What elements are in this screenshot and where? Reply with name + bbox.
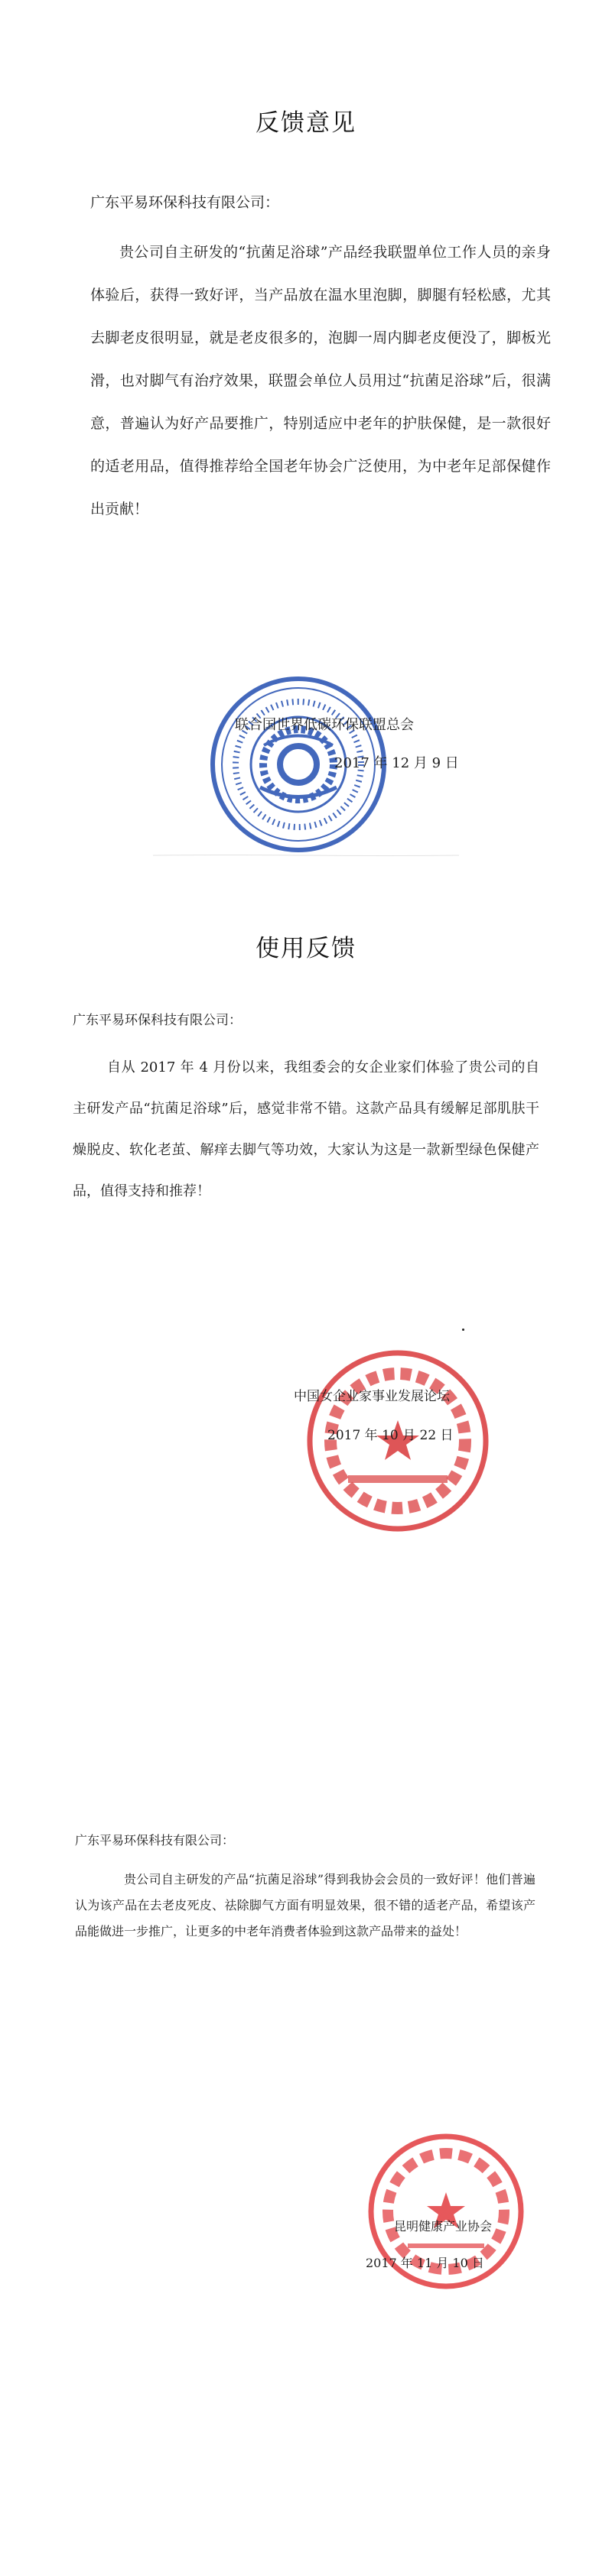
letter-2-title: 使用反馈 xyxy=(256,935,356,962)
letter-1-title: 反馈意见 xyxy=(256,109,356,137)
letter-3-body: 贵公司自主研发的产品“抗菌足浴球”得到我协会会员的一致好评！他们普遍认为该产品在去老皮死皮、祛除脚气方面有明显效果，很不错的适老产品，希望该产品能做进一步推广，让更多的中老年消费者体验到这款产品带来的益处！ xyxy=(75,1872,536,1938)
page-divider-1 xyxy=(0,855,612,856)
feedback-letter-1 xyxy=(0,0,612,871)
letter-2-signature-date: 2017 年 10 月 22 日 xyxy=(327,1428,454,1443)
letter-1-signature-date: 2017 年 12 月 9 日 xyxy=(334,755,459,771)
letter-3-signature-date: 2017 年 11 月 10 日 xyxy=(366,2256,484,2270)
letter-1-addressee: 广东平易环保科技有限公司： xyxy=(90,194,280,211)
feedback-letter-3 xyxy=(0,1651,612,2576)
letter-3-signature-org: 昆明健康产业协会 xyxy=(394,2219,493,2234)
letter-2-body: 自从 2017 年 4 月份以来，我组委会的女企业家们体验了贵公司的自主研发产品“抗菌足浴球”后，感觉非常不错。这款产品具有缓解足部肌肤干燥脱皮、软化老茧、解痒去脚气等功效，大家认为这是一款新型绿色保健产品，值得支持和推荐！ xyxy=(73,1059,539,1199)
letter-2-signature-org: 中国女企业家事业发展论坛 xyxy=(294,1389,450,1404)
ink-speck xyxy=(462,1329,464,1331)
letter-1-signature-org: 联合国世界低碳环保联盟总会 xyxy=(235,717,414,733)
letter-2-addressee: 广东平易环保科技有限公司： xyxy=(73,1013,242,1028)
letter-3-addressee: 广东平易环保科技有限公司： xyxy=(75,1833,235,1848)
letter-1-body: 贵公司自主研发的“抗菌足浴球”产品经我联盟单位工作人员的亲身体验后，获得一致好评，当产品放在温水里泡脚，脚腿有轻松感，尤其去脚老皮很明显，就是老皮很多的，泡脚一周内脚老皮便没了，脚板光滑，也对脚气有治疗效果，联盟会单位人员用过“抗菌足浴球”后，很满意，普遍认为好产品要推广，特别适应中老年的护肤保健，是一款很好的适老用品，值得推荐给全国老年协会广泛使用，为中老年足部保健作出贡献！ xyxy=(90,244,551,517)
feedback-letter-2 xyxy=(0,871,612,1651)
